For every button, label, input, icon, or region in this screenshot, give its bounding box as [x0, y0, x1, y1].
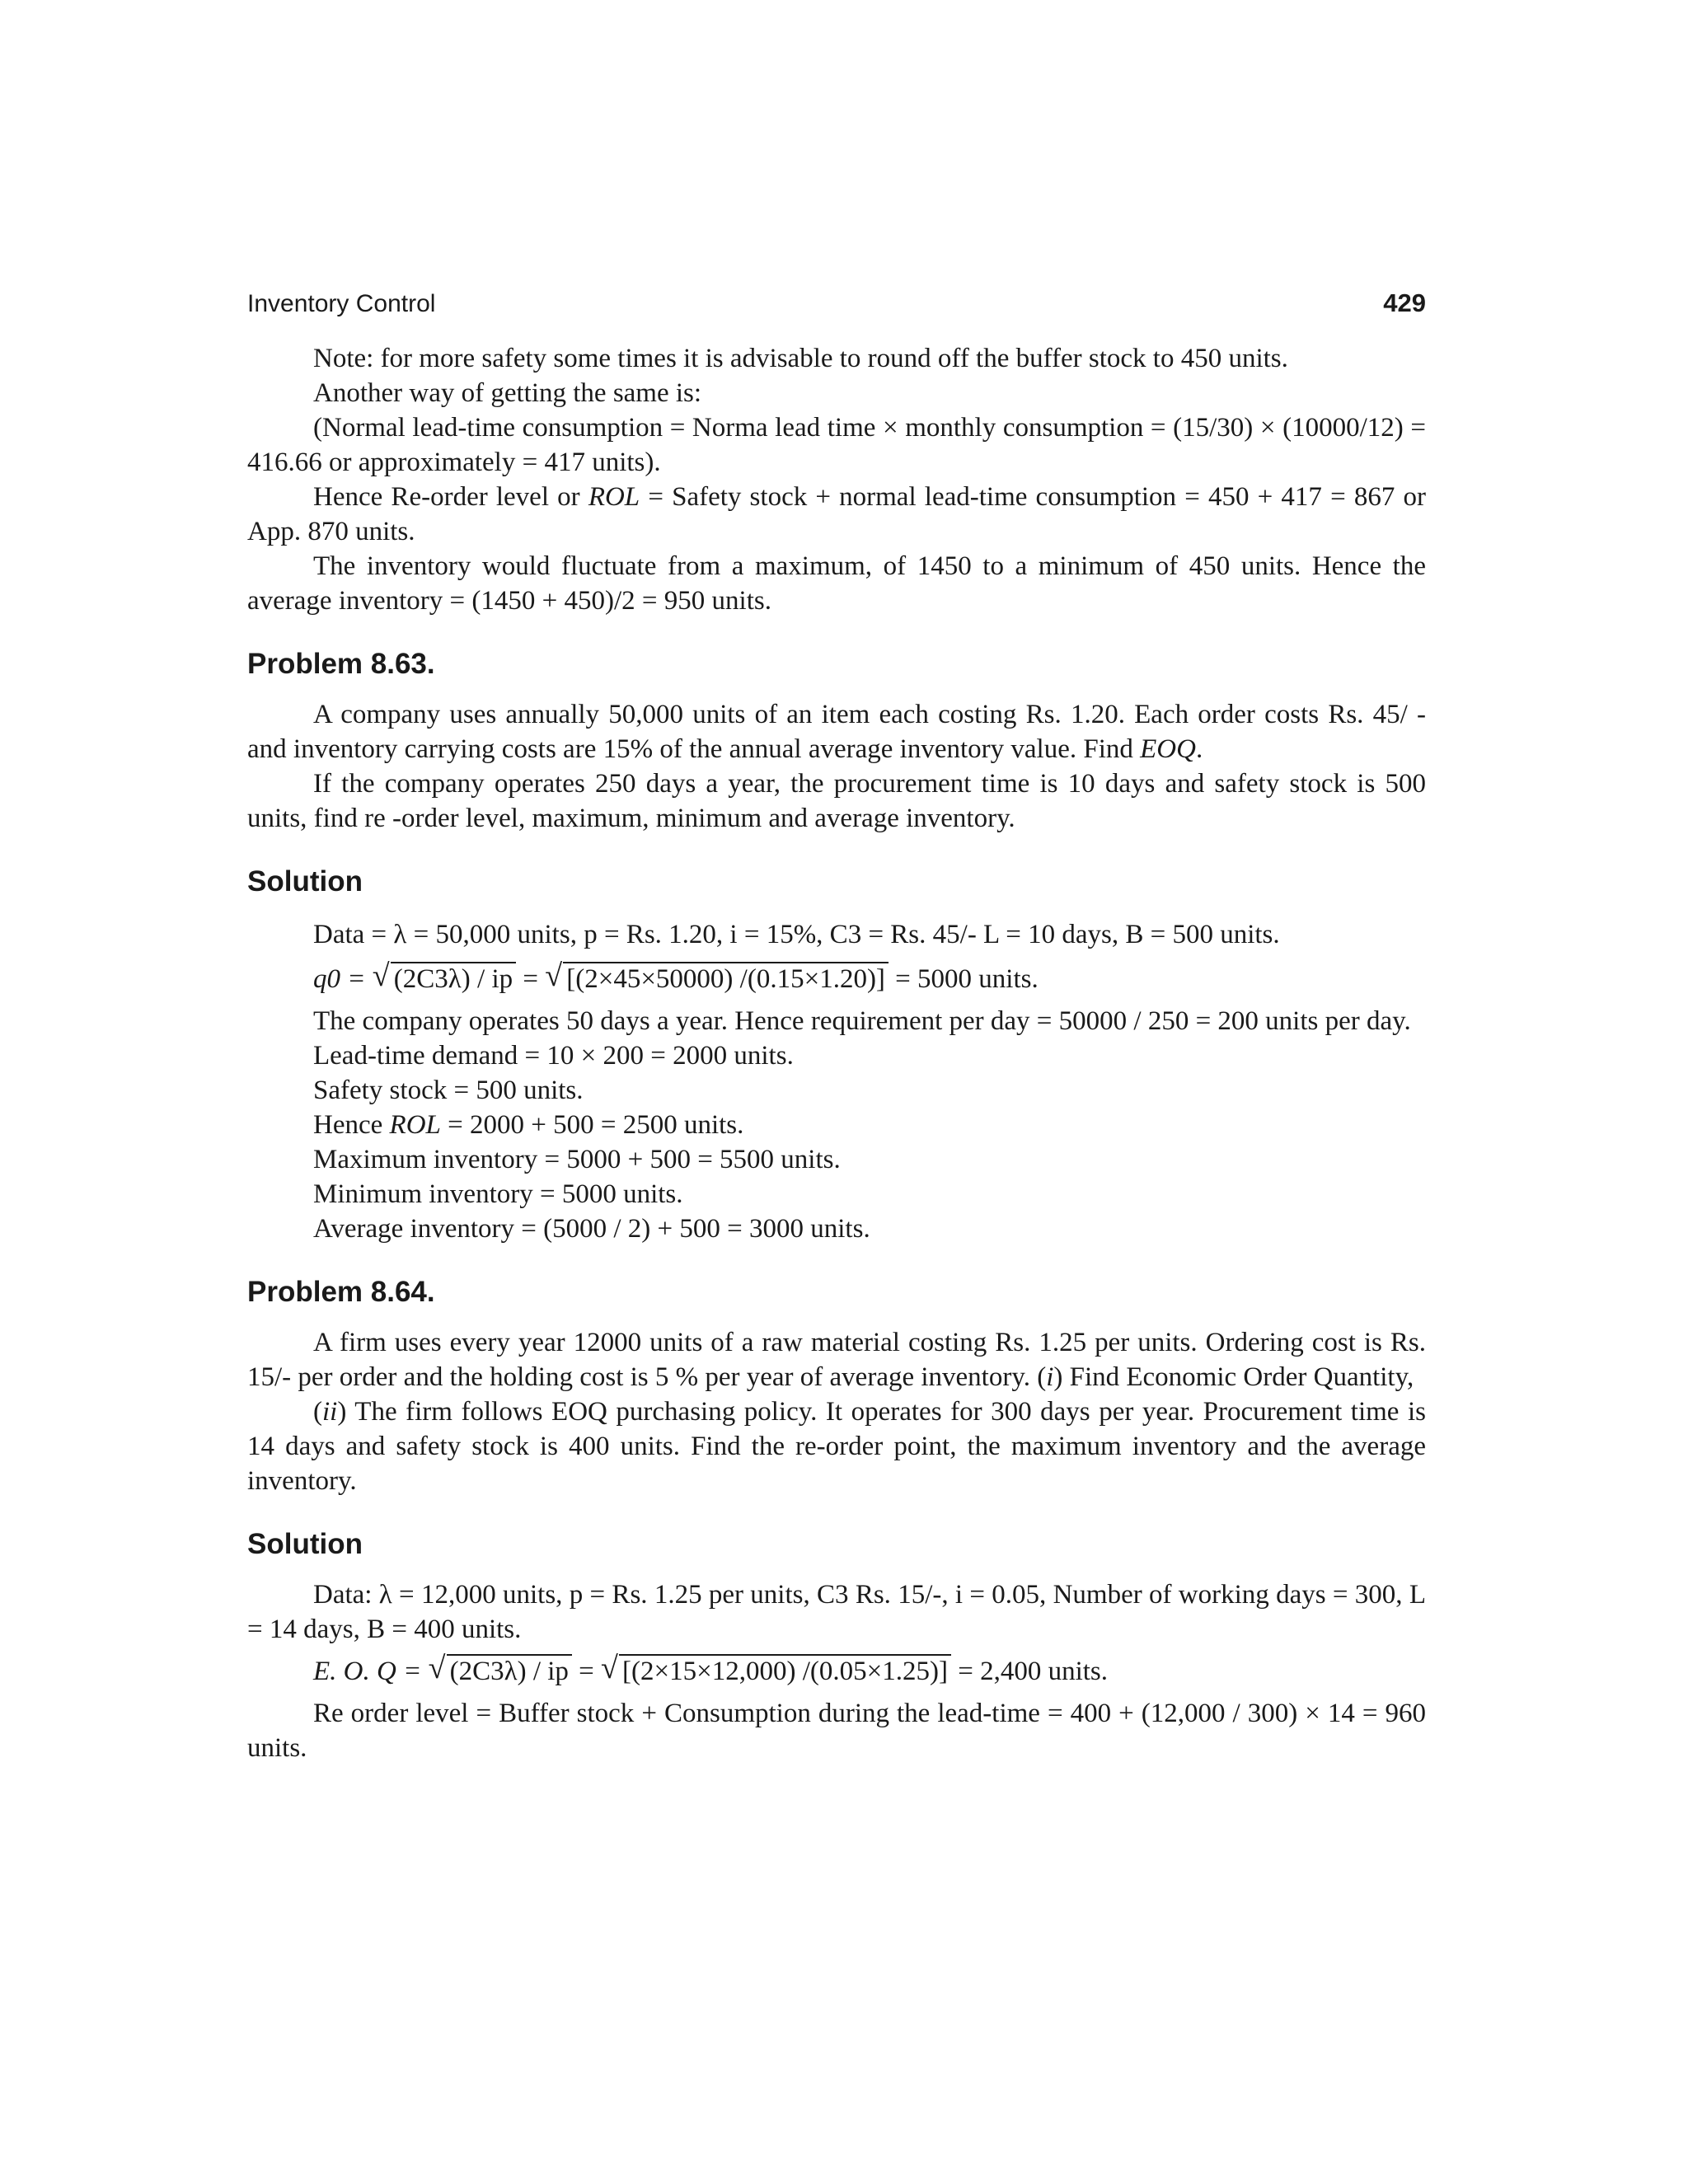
- solution-863-heading: Solution: [247, 865, 363, 898]
- p863-prefix: A company uses annually 50,000 units of an item each costing Rs. 1.20. Each order costs Rs. 45/ - and inventory carrying costs are 15% of the annual average inventory value. Find: [247, 700, 1426, 764]
- radicand-general-2: (2C3λ) / ip: [447, 1654, 572, 1687]
- p864-roman-i: i: [1046, 1362, 1054, 1392]
- p864b-suffix: ) The firm follows EOQ purchasing policy. It operates for 300 days per year. Procurement time is 14 days and safety stock is 400 units. Find the re-order point, the maximum inventory and the average inventory.: [247, 1397, 1426, 1496]
- safety-stock: Safety stock = 500 units.: [313, 1076, 584, 1105]
- p863-eoq: EOQ: [1140, 734, 1196, 764]
- lead-time-demand: Lead-time demand = 10 × 200 = 2000 units.: [313, 1041, 794, 1071]
- problem-863-statement: [247, 697, 1426, 766]
- page-number: 429: [1383, 288, 1426, 317]
- radicand-numeric-2: [(2×15×12,000) /(0.05×1.25)]: [619, 1654, 951, 1687]
- rol-line-suffix: = 2000 + 500 = 2500 units.: [440, 1110, 744, 1140]
- solution-864-heading: Solution: [247, 1528, 363, 1560]
- solution-864-data: Data: λ = 12,000 units, p = Rs. 1.25 per units, C3 Rs. 15/-, i = 0.05, Number of working days = 300, L = 14 days, B = 400 units.: [247, 1580, 1426, 1644]
- rol-line-prefix: Hence: [313, 1110, 390, 1140]
- p864-prefix: A firm uses every year 12000 units of a raw material costing Rs. 1.25 per units. Ordering cost is Rs. 15/- per order and the holding cost is 5 % per year of average inventory. (: [247, 1328, 1426, 1392]
- sqrt-numeric: [545, 959, 889, 999]
- rol-abbr: ROL: [588, 482, 640, 512]
- page: [247, 288, 1426, 1765]
- solution-864-formula: E. O. Q = √ (2C3λ) / ip = √ [(2×15×12,000) /(0.05×1.25)] = 2,400 units.: [247, 1652, 1426, 1691]
- problem-863-heading: Problem 8.63.: [247, 648, 435, 680]
- rol-line: [247, 1108, 1426, 1142]
- p864-roman-ii: ii: [322, 1397, 338, 1427]
- problem-864-heading: Problem 8.64.: [247, 1276, 435, 1308]
- reorder-level-paragraph: Re order level = Buffer stock + Consumption during the lead-time = 400 + (12,000 / 300) × 14 = 960 units.: [247, 1699, 1426, 1763]
- formula-lhs: q0 =: [313, 964, 366, 994]
- another-way-paragraph: Another way of getting the same is:: [313, 378, 702, 408]
- maximum-inventory: Maximum inventory = 5000 + 500 = 5500 units.: [313, 1145, 841, 1174]
- sqrt-general: [373, 959, 516, 999]
- radicand-numeric: [(2×45×50000) /(0.15×1.20)]: [563, 962, 889, 995]
- rol-prefix: Hence Re-order level or: [313, 482, 588, 512]
- p864b-prefix: (: [313, 1397, 322, 1427]
- rol-suffix: = Safety stock + normal lead-time consumption = 450 + 417 = 867 or App. 870 units.: [247, 482, 1426, 546]
- problem-864-statement: [247, 1325, 1426, 1394]
- per-day-paragraph: The company operates 50 days a year. Hence requirement per day = 50000 / 250 = 200 units per day.: [313, 1006, 1411, 1036]
- running-title: Inventory Control: [247, 290, 436, 317]
- rol-paragraph: [247, 480, 1426, 549]
- sqrt-general-2: [429, 1652, 572, 1691]
- solution-863-formula: q0 = √ (2C3λ) / ip = √ [(2×45×50000) /(0.15×1.20)] = 5000 units.: [247, 959, 1426, 999]
- eoq-result: = 2,400 units.: [958, 1657, 1109, 1686]
- solution-863-data: Data = λ = 50,000 units, p = Rs. 1.20, i = 15%, C3 = Rs. 45/- L = 10 days, B = 500 units.: [313, 920, 1280, 949]
- eoq-lhs: E. O. Q =: [313, 1657, 422, 1686]
- minimum-inventory: Minimum inventory = 5000 units.: [313, 1179, 683, 1209]
- page-header: [247, 288, 1426, 318]
- rol-line-abbr: ROL: [389, 1110, 441, 1140]
- problem-864-part-ii: [247, 1394, 1426, 1498]
- p863-suffix: .: [1195, 734, 1203, 764]
- normal-consumption-paragraph: (Normal lead-time consumption = Norma lead time × monthly consumption = (15/30) × (10000/12) = 416.66 or approximately = 417 units).: [247, 413, 1426, 477]
- problem-863-question: If the company operates 250 days a year, the procurement time is 10 days and safety stock is 500 units, find re -order level, maximum, minimum and average inventory.: [247, 769, 1426, 833]
- radicand-general: (2C3λ) / ip: [391, 962, 516, 995]
- formula-result: = 5000 units.: [895, 964, 1039, 994]
- note-paragraph: Note: for more safety some times it is advisable to round off the buffer stock to 450 units.: [313, 344, 1288, 373]
- sqrt-numeric-2: [601, 1652, 951, 1691]
- average-inventory: Average inventory = (5000 / 2) + 500 = 3000 units.: [313, 1214, 870, 1244]
- fluctuate-paragraph: The inventory would fluctuate from a maximum, of 1450 to a minimum of 450 units. Hence the average inventory = (1450 + 450)/2 = 950 units.: [247, 551, 1426, 616]
- p864-suffix: ) Find Economic Order Quantity,: [1053, 1362, 1414, 1392]
